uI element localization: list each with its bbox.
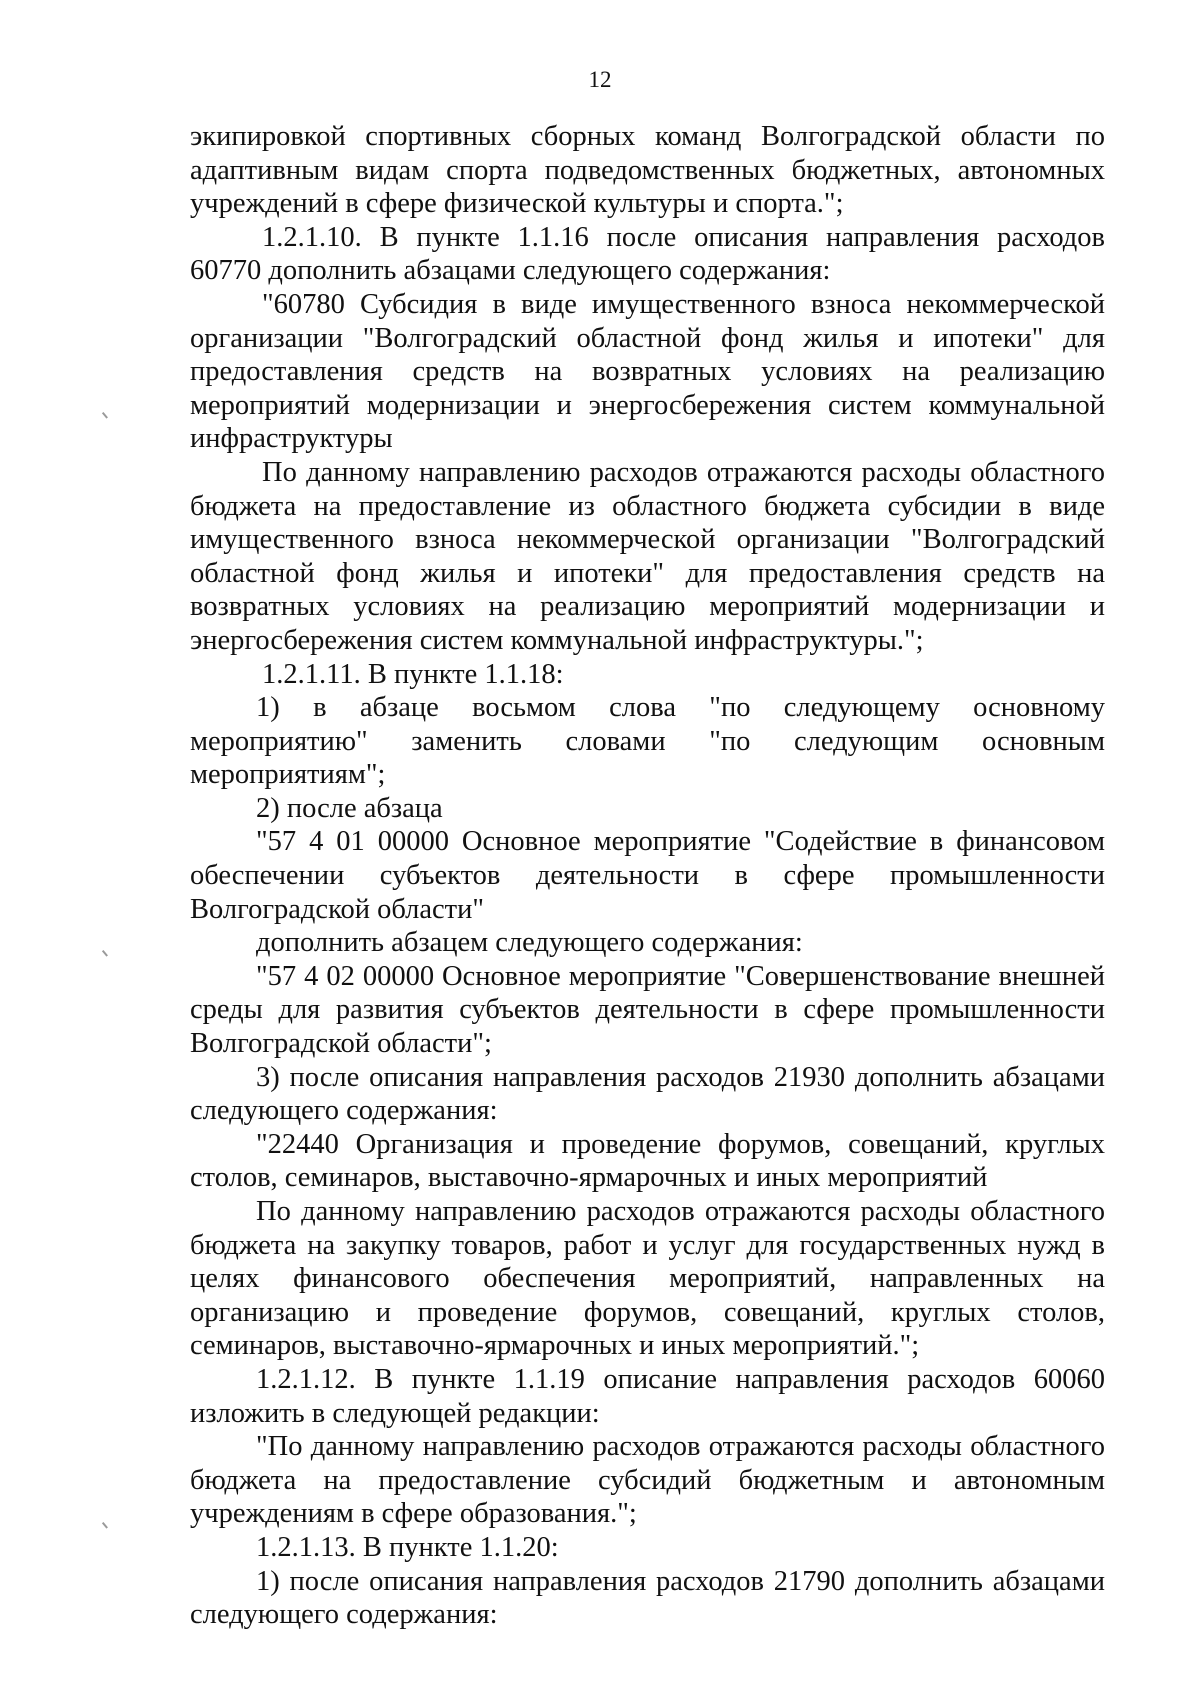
paragraph-clause-1-2-1-10: 1.2.1.10. В пункте 1.1.16 после описания направления расходов 60770 дополнить абзацами следующего содержания: <box>190 221 1105 287</box>
paragraph-expense-22440-title: "22440 Организация и проведение форумов, совещаний, круглых столов, семинаров, выставочно-ярмарочных и иных мероприятий <box>190 1128 1105 1194</box>
paragraph-continuation: экипировкой спортивных сборных команд Волгоградской области по адаптивным видам спорта подведомственных бюджетных, автономных учреждений в сфере физической культуры и спорта."; <box>190 121 1105 220</box>
paragraph-clause-1-2-1-11: 1.2.1.11. В пункте 1.1.18: <box>262 658 564 690</box>
paragraph-expense-22440-description: По данному направлению расходов отражаются расходы областного бюджета на закупку товаров, работ и услуг для государственных нужд в целях финансового обеспечения мероприятий, направленных на организацию и проведение форумов, совещаний, круглых столов, семинаров, выставочно-ярмарочных и иных мероприятий."; <box>190 1196 1105 1362</box>
paragraph-item-1-replace-words: 1) в абзаце восьмом слова "по следующему основному мероприятию" заменить словами "по следующим основным мероприятиям"; <box>190 692 1105 791</box>
scan-speck <box>102 950 108 956</box>
scan-speck <box>102 412 108 418</box>
paragraph-expense-60780-description: По данному направлению расходов отражаются расходы областного бюджета на предоставление из областного бюджета субсидии в виде имущественного взноса некоммерческой организации "Волгоградский областной фонд жилья и ипотеки" для предоставления средств на возвратных условиях на реализацию мероприятий модернизации и энергосбережения систем коммунальной инфраструктуры."; <box>190 456 1105 656</box>
paragraph-activity-57-4-01: "57 4 01 00000 Основное мероприятие "Содействие в финансовом обеспечении субъектов деятельности в сфере промышленности Волгоградской области" <box>190 826 1105 925</box>
paragraph-supplement-note: дополнить абзацем следующего содержания: <box>256 927 803 959</box>
paragraph-expense-60060-description: "По данному направлению расходов отражаются расходы областного бюджета на предоставление субсидий бюджетным и автономным учреждениям в сфере образования."; <box>190 1431 1105 1530</box>
paragraph-item-2-after-paragraph: 2) после абзаца <box>256 792 443 824</box>
paragraph-clause-1-2-1-12: 1.2.1.12. В пункте 1.1.19 описание направления расходов 60060 изложить в следующей редакции: <box>190 1363 1105 1429</box>
document-body <box>190 120 1105 1632</box>
page-number: 12 <box>588 67 612 92</box>
scan-speck <box>102 1522 108 1528</box>
paragraph-item-3-after-21930: 3) после описания направления расходов 21930 дополнить абзацами следующего содержания: <box>190 1061 1105 1127</box>
paragraph-clause-1-2-1-13: 1.2.1.13. В пункте 1.1.20: <box>256 1531 559 1563</box>
paragraph-expense-60780-title: "60780 Субсидия в виде имущественного взноса некоммерческой организации "Волгоградский областной фонд жилья и ипотеки" для предоставления средств на возвратных условиях на реализацию мероприятий модернизации и энергосбережения систем коммунальной инфраструктуры <box>190 288 1105 455</box>
paragraph-activity-57-4-02: "57 4 02 00000 Основное мероприятие "Совершенствование внешней среды для развития субъектов деятельности в сфере промышленности Волгоградской области"; <box>190 960 1105 1060</box>
paragraph-item-1-after-21790: 1) после описания направления расходов 21790 дополнить абзацами следующего содержания: <box>190 1565 1105 1631</box>
